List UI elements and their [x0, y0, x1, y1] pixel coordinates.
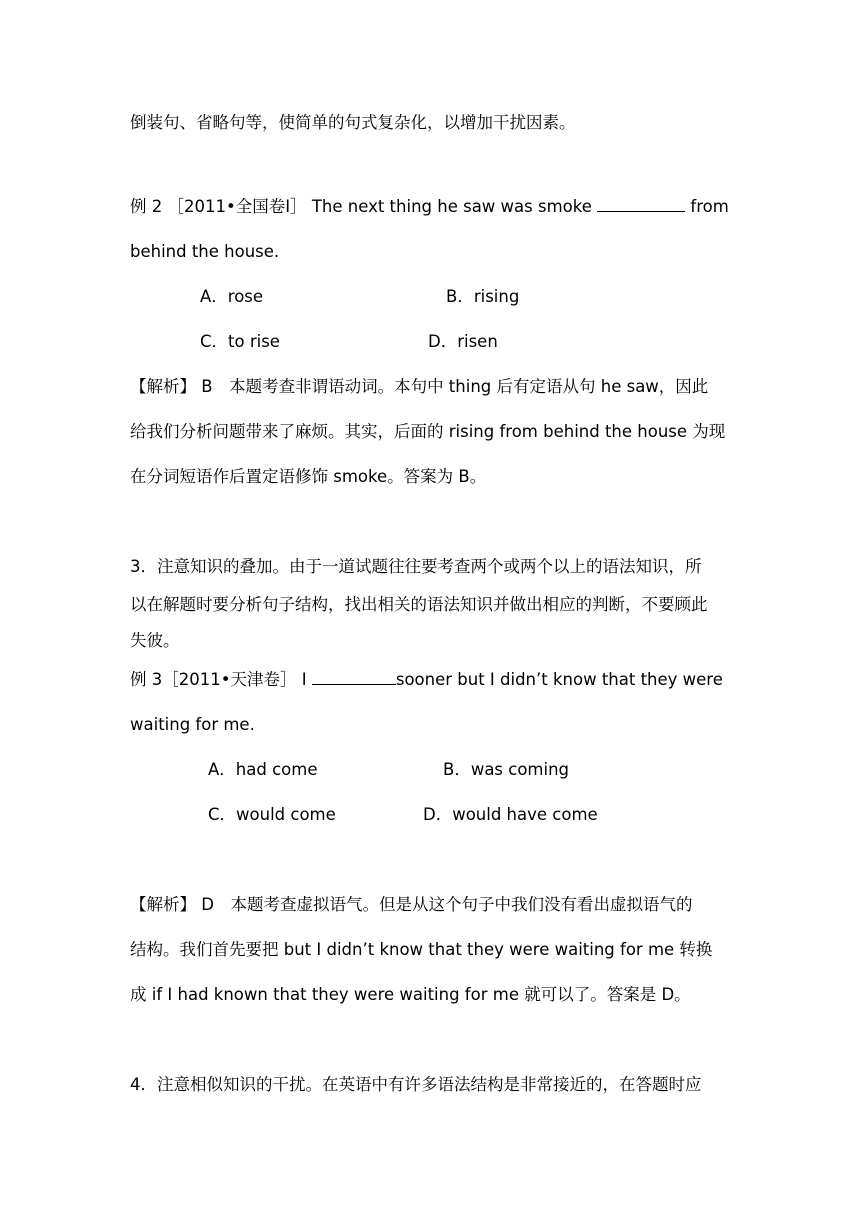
example3-analysis-line2: 结构。我们首先要把 but I didn’t know that they were waiting for me 转换	[130, 940, 713, 959]
example3-label: 例 3［2011•天津卷］	[130, 670, 297, 689]
example2-question-line2: behind the house.	[130, 242, 280, 261]
example2-analysis-line1: 【解析】 B 本题考查非谓语动词。本句中 thing 后有定语从句 he saw，因此	[130, 377, 709, 396]
example2-option-b: B．rising	[446, 287, 520, 306]
example3-option-a: A．had come	[208, 760, 318, 779]
example2-analysis-line2: 给我们分析问题带来了麻烦。其实，后面的 rising from behind the house 为现	[130, 422, 726, 441]
point3-line3: 失彼。	[130, 631, 180, 650]
example3-question-before: I	[301, 670, 307, 689]
example3-option-c: C．would come	[208, 805, 336, 824]
example3-question-after: sooner but I didn’t know that they were	[395, 670, 723, 689]
point4-line1: 4．注意相似知识的干扰。在英语中有许多语法结构是非常接近的，在答题时应	[130, 1075, 702, 1094]
example2-question-before: The next thing he saw was smoke	[311, 197, 592, 216]
example3-question-line2: waiting for me.	[130, 715, 255, 734]
example2-option-d: D．risen	[428, 332, 498, 351]
answer-blank	[312, 670, 396, 685]
example3-option-b: B．was coming	[443, 760, 570, 779]
example3-analysis-line1: 【解析】 D 本题考查虚拟语气。但是从这个句子中我们没有看出虚拟语气的	[130, 895, 693, 914]
example2-question-line1	[130, 196, 729, 218]
intro-tail: 倒装句、省略句等，使简单的句式复杂化，以增加干扰因素。	[130, 113, 576, 132]
example2-option-c: C．to rise	[200, 332, 280, 351]
answer-blank	[597, 197, 685, 212]
example2-option-a: A．rose	[200, 287, 264, 306]
example3-analysis-line3: 成 if I had known that they were waiting for me 就可以了。答案是 D。	[130, 985, 691, 1004]
example2-label: 例 2 ［2011•全国卷Ⅰ］	[130, 197, 307, 216]
example3-option-d: D．would have come	[423, 805, 598, 824]
example3-question-line1	[130, 669, 723, 691]
point3-line2: 以在解题时要分析句子结构，找出相关的语法知识并做出相应的判断，不要顾此	[130, 595, 708, 614]
example2-question-after: from	[690, 197, 729, 216]
point3-line1: 3．注意知识的叠加。由于一道试题往往要考查两个或两个以上的语法知识，所	[130, 557, 702, 576]
example2-analysis-line3: 在分词短语作后置定语修饰 smoke。答案为 B。	[130, 467, 487, 486]
